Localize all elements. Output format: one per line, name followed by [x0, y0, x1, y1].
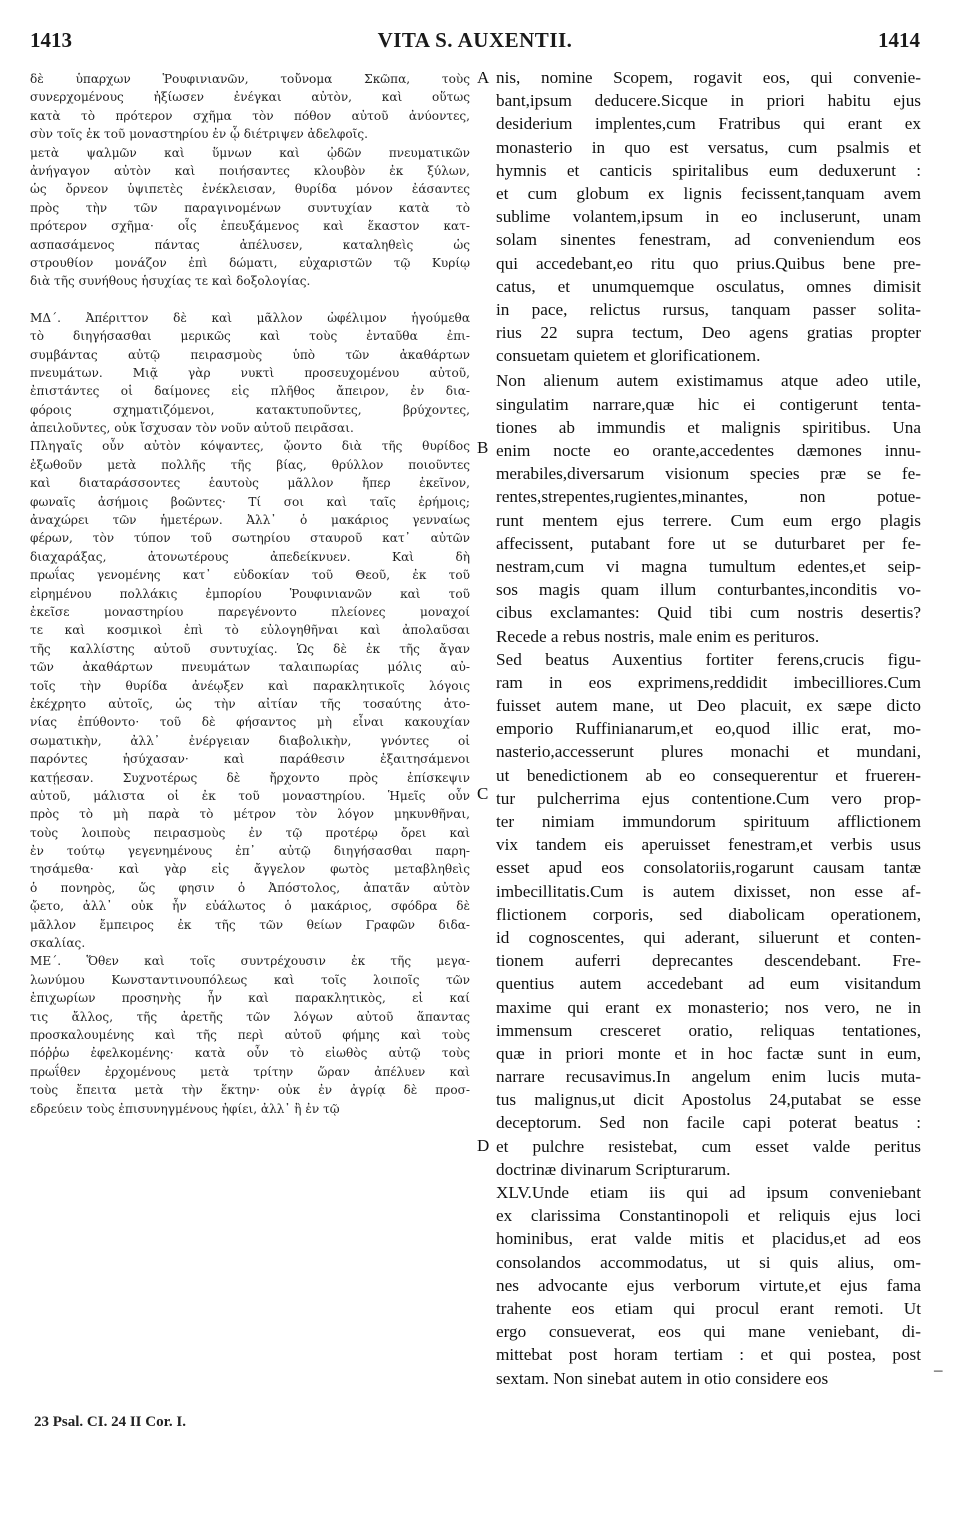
greek-text-line: φωναῖς ἀσήμοις βοῶντες· Τί σοι καὶ ταῖς ἐρήμοις; [30, 494, 470, 509]
greek-text-line: φέρων, τὸν τύπον τοῦ σωτηρίου σταυροῦ κατ᾽ αὐτῶν [30, 531, 470, 546]
margin-dash: – [934, 1360, 943, 1379]
latin-text-line: fuisset autem mane, ut Deo placuit, ex sæpe dicto [496, 696, 921, 716]
latin-text-line: maxime qui erant ex monasterio; nos vero, ne in [496, 997, 921, 1017]
greek-text-line: ἐν τούτῳ γεγενημένους ἐπ᾽ αὐτῷ διηγήσασθαι παρη- [30, 844, 470, 859]
greek-text-line: λωνύμου Κωνσταντινουπόλεως καὶ τοῖς λοιποῖς τῶν [30, 972, 470, 987]
greek-text-line: τησάμεθα· καὶ γὰρ εἰς ἄγγελον φωτὸς μεταβληθεὶς [30, 862, 470, 877]
footnotes: 23 Psal. CI. 24 II Cor. I. [34, 1414, 186, 1430]
latin-text-line: tiones ab immundis et malignis spiritibus. Una [496, 417, 921, 437]
greek-text-line: ἀναχώρει τῶν ἡμετέρων. Ἀλλ᾽ ὁ μακάριος γενναίως [30, 513, 470, 528]
greek-text-line: πρωΐθεν ἐρχομένους μετὰ τρίτην ὥραν ἀπέλυεν καὶ [30, 1064, 470, 1079]
greek-text-line: τῶν ἀκαθάρτων πνευμάτων ταλαιπωρίας μόλις αὐ- [30, 660, 470, 675]
latin-text-line: XLV.Unde etiam iis qui ad ipsum conveniebant [496, 1183, 921, 1203]
latin-text-line: sextam. Non sinebat autem in otio considere eos [496, 1368, 829, 1388]
greek-text-line: πνευμάτων. Μιᾷ γὰρ νυκτὶ προσευχομένου αὐτοῦ, [30, 365, 470, 380]
greek-text-line: Πληγαῖς οὖν αὐτὸν κόψαντες, ᾤοντο διὰ τῆς θυρίδος [30, 439, 470, 454]
latin-text-line: hymnis et canticis spiritalibus eum deduxerunt : [496, 160, 921, 180]
latin-text-line: imbecillitatis.Cum is autem dixisset, non esse af- [496, 881, 921, 901]
latin-text-line: cibus exclamantes: Quid tibi cum nostris desertis? [496, 603, 921, 623]
latin-text-line: ram in eos exprimens,reddidit imbecilliores.Cum [496, 672, 921, 692]
latin-text-line: nis, nomine Scopem, rogavit eos, qui convenie- [496, 68, 921, 87]
latin-text-line: Non alienum autem existimamus atque adeo utile, [496, 371, 921, 391]
latin-text-line: emporio Ruffinianarum,et eo,quod illic erat, mo- [496, 719, 921, 739]
greek-text-line: τοὺς ἔπειτα μετὰ τὴν ἕκτην· οὐκ ἐν ἀγρίᾳ δὲ προσ- [30, 1083, 470, 1098]
page-number-left: 1413 [30, 28, 72, 52]
greek-text-line: ΜΕ΄. Ὅθεν καὶ τοῖς συντρέχουσιν ἐκ τῆς μεγα- [30, 954, 470, 969]
latin-text-line: solam sinentes fenestram, ad conveniendum eos [496, 230, 921, 250]
greek-text-line: συνερχομένους ἠξίωσεν ἐνέγκαι αὐτὸν, καὶ οὕτως [30, 90, 470, 105]
greek-text-line: ἐξωθοῦν μετὰ πολλῆς τῆς βίας, θρύλλον ποιοῦντες [30, 457, 470, 472]
greek-text-line: φόροις σχηματιζόμενοι, κατακτυποῦντες, βρύχοντες, [30, 402, 470, 417]
latin-text-line: ter nimiam immundorum spirituum afflictionem [496, 812, 921, 832]
greek-text-line: σωματικὴν, ἀλλ᾽ ἐνέργειαν διαβολικὴν, γνόντες οἱ [30, 733, 470, 748]
latin-text-line: flictionem corporis, sed diabolicam operationem, [496, 904, 921, 924]
latin-text-line: hominibus, erat valde mitis et placidus,et ad eos [496, 1229, 921, 1249]
latin-text-line: runt mentem ejus terrere. Cum eum ergo plagis [496, 510, 921, 530]
latin-text-line: immensum cresceret oratio, reliquas tentationes, [496, 1020, 921, 1040]
greek-text-line: εδρεύειν τοὺς ἐπισυνηγμένους ἠφίει, ἀλλ᾽ ἢ ἐν τῷ [30, 1101, 340, 1116]
page-number-right: 1414 [878, 28, 920, 52]
greek-text-line: συμβάντας αὐτῷ πειρασμοὺς ὑπὸ τῶν ἀκαθάρτων [30, 347, 470, 362]
greek-text-line: κατὰ τὸ πρότερον σχῆμα τὸν πόθον αὐτοῦ ἀνύοντες, [30, 108, 470, 123]
latin-text-line: id cognoscentes, qui aderant, siluerunt et conten- [496, 927, 921, 947]
latin-text-line: qui accedebant,eo ritu quo prius.Quibus bene pre- [496, 253, 921, 273]
greek-text-line: τις ἄλλος, τῆς ἀρετῆς τῶν λόγων αὐτοῦ ἅπαντας [30, 1009, 470, 1024]
greek-text-line: προσκαλουμένης καὶ τῆς περὶ αὐτοῦ φήμης καὶ τοὺς [30, 1027, 470, 1042]
margin-marker-a: A [477, 68, 490, 87]
greek-text-line: ᾤετο, ἀλλ᾽ οὐκ ἦν εὐάλωτος ὁ μακάριος, σφόδρα δὲ [30, 899, 470, 914]
greek-text-line: ἀνήγαγον αὐτὸν καὶ ποιήσαντες κλουβὸν ἐκ ξύλων, [30, 163, 470, 178]
latin-text-line: tus malignus,ut dicit Apostolus 24,putabat se esse [496, 1090, 921, 1110]
greek-text-line: τὸ διηγήσασθαι μερικῶς καὶ τοὺς ἐνταῦθα ἐπι- [30, 329, 470, 344]
greek-text-line: πρὸς τὴν τῶν παραγινομένων συντυχίαν κατὰ τὸ [30, 200, 470, 215]
greek-text-line: ασπασάμενος πάντας ἀπέλυσεν, καταληθεὶς ὡς [30, 237, 470, 252]
latin-text-line: ex clarissima Constantinopoli et reliquis ejus loci [496, 1206, 921, 1226]
latin-text-line: tionem auferri deprecantes descendebant. Fre- [496, 951, 921, 971]
greek-text-line: τοὺς λοιποὺς πειρασμοὺς ἐν τῷ προτέρῳ ὄρει καὶ [30, 825, 470, 840]
margin-marker-c: C [477, 784, 489, 803]
latin-text-line: quentius autem accedebant ad eum visitandum [496, 974, 921, 994]
latin-text-line: nes advocante ejus verborum virtute,et ejus fama [496, 1275, 921, 1295]
latin-text-line: et cum globum ex lignis fecissent,tanquam avem [496, 183, 921, 203]
latin-text-line: in pace, relictus rursus, tanquam passer solita- [496, 299, 921, 319]
greek-text-line: μᾶλλον ἔμπειρος ἐκ τῆς τῶν θείων Γραφῶν διδα- [30, 917, 470, 932]
greek-text-line: κατῄεσαν. Συχνοτέρως δὲ ἤρχοντο πρὸς ἐπίσκεψιν [30, 770, 470, 785]
greek-text-line: διὰ τῆς συνήθους ἡσυχίας τε καὶ δοξολογίας. [30, 274, 311, 289]
greek-text-line: ἐκέχρητο αὐτοῖς, ὡς τὴν αἰτίαν τῆς τοσαύτης ἀτο- [30, 696, 470, 711]
greek-text-line: αὐτοῦ, μάλιστα οἱ ἐκ τοῦ μοναστηρίου. Ἡμεῖς οὖν [30, 788, 470, 803]
greek-text-line: τῆς καλλίστης αὐτοῦ συντυχίας. Ὡς δὲ ἐκ τῆς ἄγαν [30, 641, 470, 656]
greek-text-line: ἐκεῖσε μοναστηρίου παρεγένοντο πλείονες μοναχοί [30, 604, 470, 619]
latin-text-line: affecissent, putabant fore ut se duturbaret per fe- [496, 533, 921, 553]
latin-text-line: trahente eos etiam qui procul erant remoti. Ut [496, 1298, 921, 1318]
greek-text-line: ἀπειλοῦντες, οὐκ ἴσχυσαν τὸν νοῦν αὐτοῦ πειρᾶσαι. [30, 421, 354, 436]
greek-text-line: τοῖς τὴν θυρίδα ἀνέῳξεν καὶ παρακλητικοῖς λόγοις [30, 678, 470, 693]
latin-text-line: nestram,cum vi magna tumultum edentes,et seip- [496, 556, 921, 576]
latin-text-line: narrare recusavimus.In angelum enim lucis muta- [496, 1067, 921, 1087]
latin-text-line: bant,ipsum deducere.Sicque in priori habitu ejus [496, 91, 921, 111]
greek-text-line: εἰρημένου πολλάκις ἐμπορίου Ῥουφινιανῶν καὶ τοῦ [30, 586, 470, 601]
margin-marker-d: D [477, 1136, 490, 1155]
running-title: VITA S. AUXENTII. [377, 28, 573, 52]
latin-text-line: enim nocte eo orante,accedentes dæmones innu- [496, 441, 921, 461]
latin-text-line: rius 22 supra tectum, Deo agens gratias propter [496, 323, 921, 343]
latin-text-line: desiderium implentes,cum Fratribus qui erant ex [496, 114, 921, 134]
latin-text-line: sublime volantem,ipsum in eo incluserunt, unam [496, 207, 921, 227]
latin-text-line: vix tandem eis aperuisset fenestram,et verbis usus [496, 835, 921, 855]
greek-text-line: σκαλίας. [30, 936, 86, 951]
latin-text-line: consolandos accommodatus, ut si quis alius, om- [496, 1252, 921, 1272]
greek-column [30, 70, 470, 1118]
latin-text-line: merabiles,diversarum visionum species præ se fe- [496, 464, 921, 484]
latin-text-line: singulatim narrare,quæ hic ei contigerunt tenta- [496, 394, 921, 414]
greek-text-line: πόῤῥω ἐφελκομένης· κατὰ οὖν τὸ εἰωθὸς αὐτῷ τοὺς [30, 1046, 470, 1061]
latin-text-line: rentes,strepentes,rugientes,minantes, non potue- [496, 487, 921, 507]
greek-text-line: πρότερον σχῆμα· οἷς ἐπευξάμενος καὶ ἕκαστον κατ- [30, 219, 470, 234]
latin-text-line: Recede a rebus nostris, male enim es perituros. [496, 626, 820, 646]
latin-text-line: deceptorum. Sed non facile capi poterat beatus : [496, 1113, 921, 1133]
greek-text-line: τε καὶ κοσμικοὶ ἐπὶ τὸ εὐλογηθῆναι καὶ ἀπολαῦσαι [30, 623, 470, 638]
margin-marker-b: B [477, 438, 489, 457]
greek-text-line: πρὸς τὸ μὴ παρὰ τὸ μέτρον τὸν λόγον μηκυνθῆναι, [30, 807, 470, 822]
greek-text-line: ἐπιστάντες οἱ δαίμονες εἰς πλῆθος ἄπειρον, ἐν δια- [30, 384, 470, 399]
greek-text-line: στρουθίον μονάζον ἐπὶ δώματι, εὐχαριστῶν τῷ Κυρίῳ [30, 255, 470, 270]
latin-text-line: nasterio,accesserunt plures monachi et mundani, [496, 742, 921, 762]
greek-text-line: παρόντες ἡσύχασαν· καὶ παράθεσιν ἐξαιτησάμενοι [30, 752, 470, 767]
latin-text-line: quæ in priori monte et in hoc factæ sunt in eum, [496, 1043, 921, 1063]
greek-text-line: νίας ἐπύθοντο· τοῦ δὲ φήσαντος μὴ εἶναι κακουχίαν [30, 715, 470, 730]
latin-text-line: Sed beatus Auxentius fortiter ferens,crucis figu- [496, 649, 921, 669]
greek-text-line: ἐπιχωρίων προσηνὴς ἦν καὶ παρακλητικὸς, εἰ καί [30, 991, 470, 1006]
greek-text-line: ὡς ὄρνεον ὑψιπετὲς ἐνέκλεισαν, θυρίδα μόνον ἐάσαντες [30, 182, 470, 197]
greek-text-line: διαχαράξας, ἀτονωτέρους ἀπεδείκνυεν. Καὶ δὴ [30, 549, 470, 564]
greek-text-line: δὲ ὑπαρχων Ῥουφινιανῶν, τοὔνομα Σκῶπα, τοὺς [30, 72, 470, 86]
latin-text-line: consuetam quietem et glorificationem. [496, 346, 761, 366]
latin-column [496, 66, 921, 1390]
greek-text-line: πρωΐας γενομένης κατ᾽ εὐδοκίαν τοῦ Θεοῦ, ἐκ τοῦ [30, 568, 470, 583]
greek-text-line: ΜΔ΄. Ἀπέριττον δὲ καὶ μᾶλλον ὠφέλιμον ἡγούμεθα [30, 310, 470, 325]
latin-text-line: ergo consueverat, eos qui mane veniebant, di- [496, 1322, 921, 1342]
greek-text-line: ὁ πονηρὸς, ὥς φησιν ὁ Ἀπόστολος, ἀπατᾶν αὐτὸν [30, 880, 470, 895]
greek-text-line: μετὰ ψαλμῶν καὶ ὕμνων καὶ ᾠδῶν πνευματικῶν [30, 145, 470, 160]
latin-text-line: mittebat post horam tertiam : et qui postea, post [496, 1345, 921, 1365]
latin-text-line: et pulchre resistebat, cum esset valde peritus [496, 1136, 921, 1156]
running-head [30, 28, 920, 58]
greek-text-line: σὺν τοῖς ἐκ τοῦ μοναστηρίου ἐν ᾧ διέτριψεν ἀδελφοῖς. [30, 127, 369, 142]
latin-text-line: esset apud eos consolatoriis,rogarunt causam tantæ [496, 858, 921, 878]
latin-text-line: ut benedictionem ab eo consequerentur et fruerен- [496, 765, 921, 785]
latin-text-line: tur pulcherrima ejus contentione.Cum vero prop- [496, 788, 921, 808]
greek-text-line: καὶ διαταράσσοντες ἑαυτοὺς μᾶλλον ἤπερ ἐκεῖνον, [30, 476, 470, 491]
latin-text-line: doctrinæ divinarum Scripturarum. [496, 1159, 731, 1179]
latin-text-line: monasterio in quo est versatus, cum psalmis et [496, 137, 921, 157]
latin-text-line: catus, et unumquemque osculatus, omnes dimisit [496, 276, 921, 296]
latin-text-line: sos magis quam illum conturbantes,inconditis vo- [496, 580, 921, 600]
greek-paragraph-gap [30, 291, 470, 309]
